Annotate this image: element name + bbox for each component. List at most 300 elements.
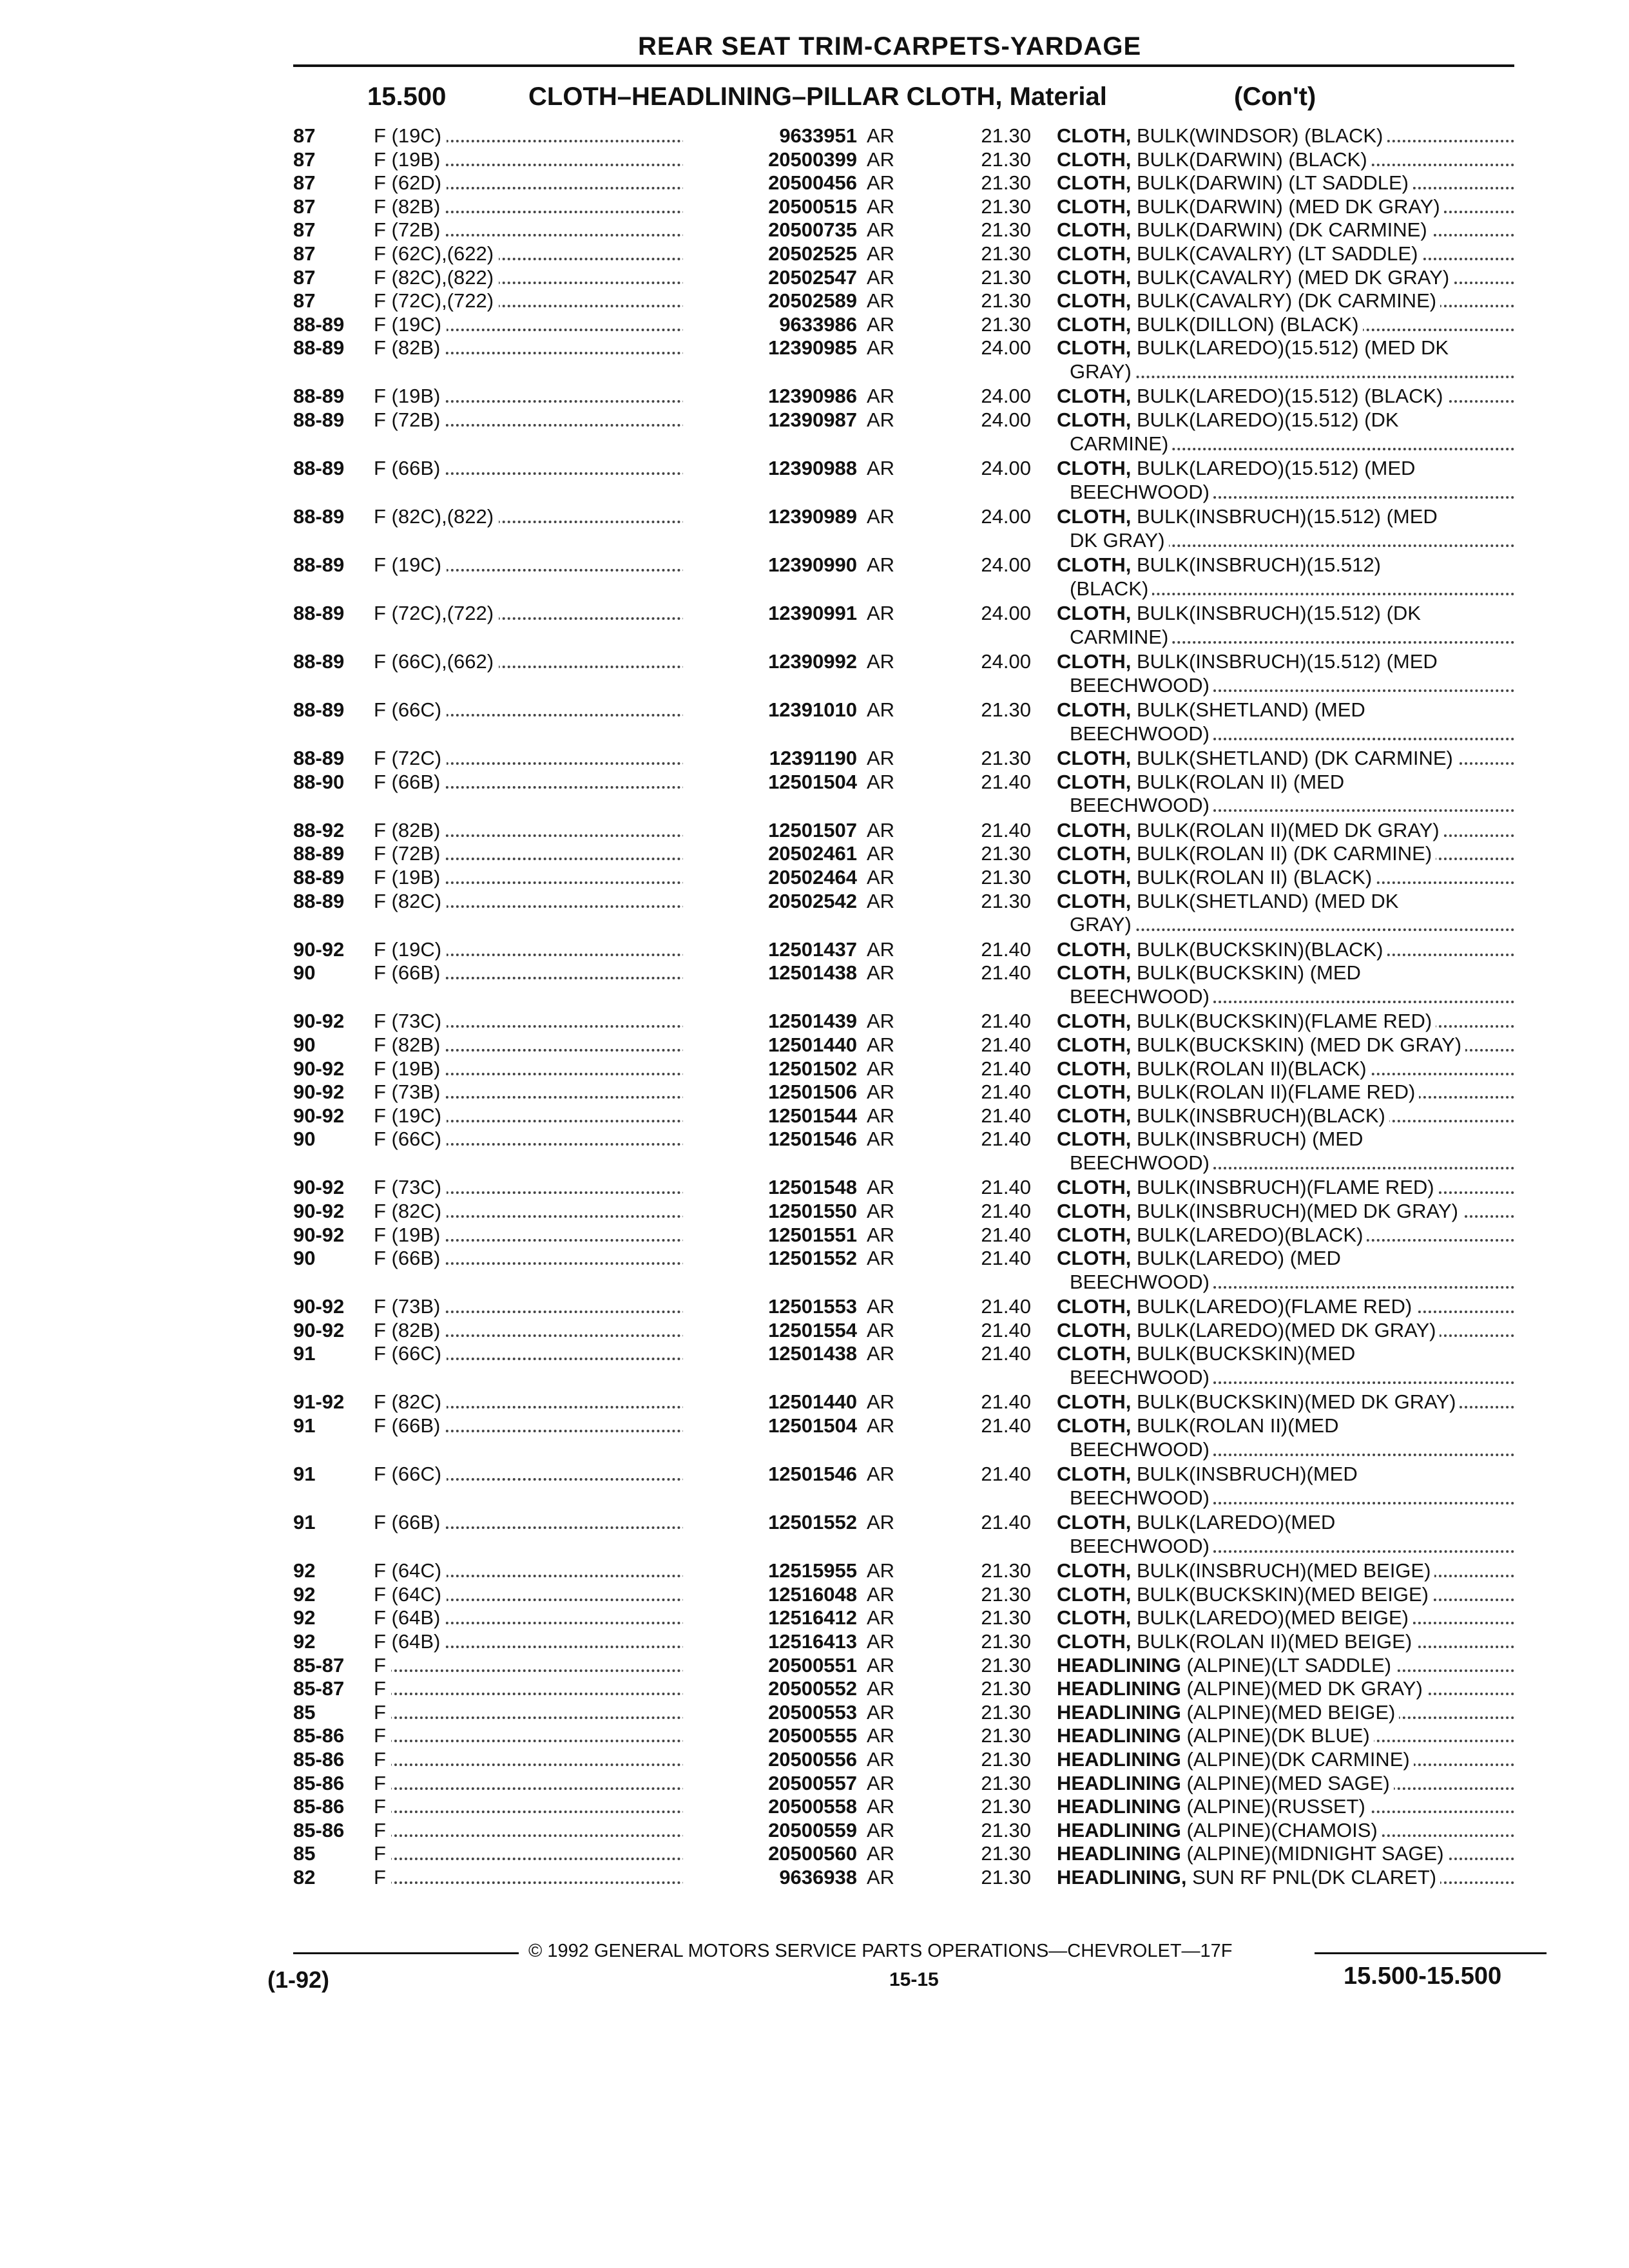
model-year: 85-87	[293, 1653, 345, 1677]
top-divider	[293, 64, 1514, 67]
price: 24.00	[981, 385, 1031, 408]
quantity: AR	[867, 1414, 895, 1437]
part-number: 9633986	[683, 312, 857, 336]
body-code-label: F (66B)	[374, 1511, 445, 1533]
part-number: 12501550	[683, 1199, 857, 1223]
body-code	[374, 746, 722, 770]
description	[1057, 818, 1514, 842]
body-code	[374, 148, 722, 171]
footer-copyright: © 1992 GENERAL MOTORS SERVICE PARTS OPERATIONS—CHEVROLET—17F	[528, 1941, 1233, 1961]
description	[1057, 961, 1514, 985]
body-code-label: F (72C),(722)	[374, 289, 499, 312]
description	[1057, 937, 1514, 961]
body-code-label: F	[374, 1795, 391, 1818]
description-continued	[1070, 985, 1514, 1008]
body-code-label: F (66C)	[374, 698, 447, 721]
description-text: CLOTH, BULK(BUCKSKIN)(MED BEIGE)	[1057, 1583, 1432, 1606]
body-code	[374, 1771, 722, 1795]
quantity: AR	[867, 1463, 895, 1486]
description	[1057, 218, 1514, 242]
quantity: AR	[867, 1318, 895, 1341]
body-code-label: F (19C)	[374, 1104, 447, 1127]
part-number: 12390985	[683, 336, 857, 360]
model-year: 82	[293, 1865, 316, 1888]
part-number: 12501438	[683, 961, 857, 985]
body-code-label: F (64B)	[374, 1606, 445, 1629]
body-code	[374, 961, 722, 985]
model-year: 91-92	[293, 1390, 345, 1414]
quantity: AR	[867, 1559, 895, 1582]
quantity: AR	[867, 289, 895, 312]
body-code	[374, 937, 722, 961]
description-text: CLOTH, BULK(INSBRUCH)(MED BEIGE)	[1057, 1559, 1434, 1582]
quantity: AR	[867, 770, 895, 793]
description	[1057, 195, 1514, 218]
part-number: 20502464	[683, 865, 857, 889]
model-year: 87	[293, 148, 316, 171]
model-year: 90-92	[293, 1295, 345, 1318]
quantity: AR	[867, 1700, 895, 1724]
description-text: HEADLINING (ALPINE)(MED BEIGE)	[1057, 1701, 1399, 1724]
part-number: 20502525	[683, 242, 857, 265]
footer-page-number: 15-15	[889, 1969, 939, 1990]
body-code	[374, 1818, 722, 1842]
part-number: 12390986	[683, 384, 857, 408]
part-number: 12501507	[683, 818, 857, 842]
body-code	[374, 1104, 722, 1128]
description-text: CLOTH, BULK(LAREDO)(BLACK)	[1057, 1224, 1367, 1246]
body-code-label: F (82B)	[374, 1319, 445, 1341]
page-title: REAR SEAT TRIM-CARPETS-YARDAGE	[638, 32, 1142, 61]
price: 21.30	[981, 1724, 1031, 1747]
price: 21.30	[981, 747, 1031, 770]
description-continued-text: BEECHWOOD)	[1070, 674, 1213, 697]
body-code-label: F (64C)	[374, 1559, 447, 1582]
quantity: AR	[867, 1176, 895, 1199]
model-year: 90-92	[293, 937, 345, 961]
part-number: 9633951	[683, 124, 857, 148]
description	[1057, 505, 1514, 528]
body-code	[374, 1318, 722, 1342]
price: 21.40	[981, 937, 1031, 961]
model-year: 88-89	[293, 889, 345, 912]
quantity: AR	[867, 124, 895, 147]
quantity: AR	[867, 842, 895, 865]
model-year: 85-86	[293, 1771, 345, 1794]
part-number: 12390992	[683, 649, 857, 673]
description-continued	[1070, 1270, 1514, 1294]
description-text: HEADLINING (ALPINE)(CHAMOIS)	[1057, 1819, 1382, 1841]
price: 21.30	[981, 1842, 1031, 1865]
part-number: 12516413	[683, 1629, 857, 1653]
description	[1057, 1294, 1514, 1318]
model-year: 90	[293, 961, 316, 985]
price: 21.30	[981, 289, 1031, 312]
description-text: CLOTH, BULK(LAREDO)(15.512) (DK	[1057, 408, 1403, 431]
body-code-label: F (66B)	[374, 457, 445, 479]
model-year: 91	[293, 1463, 316, 1486]
model-year: 90-92	[293, 1104, 345, 1127]
description-text: CLOTH, BULK(BUCKSKIN)(MED	[1057, 1342, 1359, 1365]
part-number: 20500735	[683, 218, 857, 242]
body-code-label: F (66C)	[374, 1463, 447, 1485]
quantity: AR	[867, 698, 895, 722]
quantity: AR	[867, 1081, 895, 1104]
description-text: CLOTH, BULK(INSBRUCH)(15.512)	[1057, 553, 1385, 576]
body-code	[374, 1677, 722, 1700]
price: 21.30	[981, 124, 1031, 147]
body-code-label: F (19C)	[374, 124, 447, 147]
description	[1057, 1199, 1514, 1223]
body-code-label: F (19C)	[374, 553, 447, 576]
description	[1057, 124, 1514, 148]
body-code	[374, 289, 722, 312]
part-number: 12391190	[683, 746, 857, 770]
description	[1057, 336, 1514, 360]
description-text: CLOTH, BULK(ROLAN II)(BLACK)	[1057, 1057, 1371, 1080]
price: 21.30	[981, 1653, 1031, 1677]
description	[1057, 1794, 1514, 1818]
model-year: 85-87	[293, 1677, 345, 1700]
description-continued-text: BEECHWOOD)	[1070, 794, 1213, 816]
price: 21.30	[981, 265, 1031, 289]
description	[1057, 1318, 1514, 1342]
description-continued	[1070, 1151, 1514, 1175]
model-year: 92	[293, 1582, 316, 1606]
body-code	[374, 1582, 722, 1606]
description-text: CLOTH, BULK(LAREDO)(FLAME RED)	[1057, 1295, 1416, 1318]
description-continued-text: GRAY)	[1070, 913, 1135, 936]
part-number: 12501502	[683, 1057, 857, 1081]
description	[1057, 1559, 1514, 1582]
description-continued	[1070, 432, 1514, 456]
description-text: CLOTH, BULK(INSBRUCH)(BLACK)	[1057, 1104, 1389, 1127]
quantity: AR	[867, 505, 895, 528]
model-year: 88-89	[293, 553, 345, 577]
description-text: HEADLINING (ALPINE)(MED DK GRAY)	[1057, 1677, 1427, 1700]
description	[1057, 1747, 1514, 1771]
quantity: AR	[867, 937, 895, 961]
model-year: 87	[293, 265, 316, 289]
description	[1057, 889, 1514, 913]
body-code	[374, 698, 722, 722]
quantity: AR	[867, 1342, 895, 1365]
description	[1057, 171, 1514, 195]
footer-revision: (1-92)	[267, 1966, 330, 1993]
description-continued	[1070, 793, 1514, 817]
body-code	[374, 1341, 722, 1365]
description-text: CLOTH, BULK(BUCKSKIN)(BLACK)	[1057, 938, 1387, 961]
model-year: 92	[293, 1629, 316, 1653]
body-code-label: F (82B)	[374, 819, 445, 841]
part-number: 12390987	[683, 408, 857, 432]
body-code-label: F	[374, 1701, 391, 1724]
body-code	[374, 1009, 722, 1033]
price: 24.00	[981, 602, 1031, 625]
body-code	[374, 1724, 722, 1747]
body-code-label: F (82C)	[374, 890, 447, 912]
model-year: 88-89	[293, 408, 345, 432]
body-code-label: F (64C)	[374, 1583, 447, 1606]
price: 21.30	[981, 1559, 1031, 1582]
price: 21.30	[981, 1677, 1031, 1700]
price: 21.30	[981, 242, 1031, 265]
price: 21.40	[981, 1176, 1031, 1199]
price: 24.00	[981, 505, 1031, 528]
price: 21.40	[981, 1342, 1031, 1365]
model-year: 92	[293, 1606, 316, 1629]
part-number: 12501439	[683, 1009, 857, 1033]
body-code	[374, 1080, 722, 1104]
model-year: 90-92	[293, 1318, 345, 1341]
description-continued-text: (BLACK)	[1070, 577, 1152, 600]
description-text: CLOTH, BULK(LAREDO) (MED	[1057, 1247, 1345, 1269]
part-number: 20500552	[683, 1677, 857, 1700]
body-code-label: F (72B)	[374, 842, 445, 865]
model-year: 85	[293, 1842, 316, 1865]
description-text: CLOTH, BULK(ROLAN II) (DK CARMINE)	[1057, 842, 1436, 865]
price: 21.30	[981, 1606, 1031, 1629]
part-number: 20500555	[683, 1724, 857, 1747]
price: 24.00	[981, 553, 1031, 577]
part-number: 20502542	[683, 889, 857, 913]
quantity: AR	[867, 1057, 895, 1080]
body-code-label: F (72B)	[374, 408, 445, 431]
quantity: AR	[867, 1724, 895, 1747]
body-code	[374, 1127, 722, 1151]
model-year: 90-92	[293, 1010, 345, 1033]
description-text: HEADLINING (ALPINE)(MED SAGE)	[1057, 1772, 1394, 1794]
description-text: CLOTH, BULK(DARWIN) (LT SADDLE)	[1057, 171, 1412, 194]
quantity: AR	[867, 747, 895, 770]
part-number: 12501440	[683, 1033, 857, 1057]
part-number: 20500559	[683, 1818, 857, 1842]
body-code-label: F (19C)	[374, 938, 447, 961]
quantity: AR	[867, 1653, 895, 1677]
description-continued-text: BEECHWOOD)	[1070, 1535, 1213, 1557]
body-code-label: F	[374, 1772, 391, 1794]
body-code	[374, 601, 722, 625]
quantity: AR	[867, 195, 895, 218]
price: 21.40	[981, 1104, 1031, 1127]
body-code	[374, 1841, 722, 1865]
part-number: 20502589	[683, 289, 857, 312]
body-code-label: F (82B)	[374, 1033, 445, 1056]
description	[1057, 1104, 1514, 1128]
part-number: 12501554	[683, 1318, 857, 1342]
part-number: 20502461	[683, 841, 857, 865]
description-continued-text: DK GRAY)	[1070, 529, 1169, 552]
body-code-label: F (19B)	[374, 1057, 445, 1080]
price: 21.30	[981, 218, 1031, 242]
model-year: 88-90	[293, 770, 345, 793]
model-year: 91	[293, 1511, 316, 1534]
description-text: HEADLINING (ALPINE)(DK BLUE)	[1057, 1724, 1374, 1747]
body-code	[374, 1700, 722, 1724]
description	[1057, 1653, 1514, 1677]
model-year: 90	[293, 1033, 316, 1056]
description	[1057, 1510, 1514, 1534]
footer-divider-right	[1315, 1952, 1547, 1954]
part-number: 12390991	[683, 601, 857, 625]
section-number: 15.500	[367, 82, 447, 111]
description-text: CLOTH, BULK(SHETLAND) (MED DK	[1057, 890, 1402, 912]
body-code	[374, 865, 722, 889]
description-text: HEADLINING (ALPINE)(MIDNIGHT SAGE)	[1057, 1842, 1448, 1865]
body-code	[374, 1390, 722, 1414]
description-text: CLOTH, BULK(LAREDO)(MED BEIGE)	[1057, 1606, 1412, 1629]
quantity: AR	[867, 1511, 895, 1534]
part-number: 12501552	[683, 1510, 857, 1534]
quantity: AR	[867, 602, 895, 625]
price: 21.30	[981, 1818, 1031, 1841]
description-continued	[1070, 577, 1514, 601]
model-year: 88-92	[293, 818, 345, 841]
body-code	[374, 1510, 722, 1534]
price: 24.00	[981, 408, 1031, 432]
description-text: CLOTH, BULK(ROLAN II)(FLAME RED)	[1057, 1081, 1419, 1103]
body-code	[374, 1223, 722, 1247]
description	[1057, 1841, 1514, 1865]
description-continued-text: BEECHWOOD)	[1070, 481, 1213, 503]
description-text: CLOTH, BULK(LAREDO)(MED DK GRAY)	[1057, 1319, 1440, 1341]
description-text: CLOTH, BULK(INSBRUCH) (MED	[1057, 1128, 1367, 1150]
quantity: AR	[867, 408, 895, 432]
description-continued	[1070, 528, 1514, 552]
part-number: 20500558	[683, 1794, 857, 1818]
body-code	[374, 505, 722, 528]
part-number: 20500560	[683, 1841, 857, 1865]
description	[1057, 553, 1514, 577]
model-year: 90-92	[293, 1057, 345, 1080]
quantity: AR	[867, 336, 895, 360]
description-text: CLOTH, BULK(ROLAN II) (BLACK)	[1057, 866, 1376, 889]
body-code-label: F (19B)	[374, 148, 445, 171]
quantity: AR	[867, 1818, 895, 1841]
body-code	[374, 1794, 722, 1818]
footer-section-range: 15.500-15.500	[1344, 1963, 1502, 1990]
price: 21.40	[981, 1223, 1031, 1246]
body-code-label: F	[374, 1748, 391, 1771]
body-code	[374, 1294, 722, 1318]
price: 21.40	[981, 1463, 1031, 1486]
description-text: CLOTH, BULK(INSBRUCH)(15.512) (DK	[1057, 602, 1425, 624]
body-code	[374, 1057, 722, 1081]
quantity: AR	[867, 171, 895, 195]
model-year: 88-89	[293, 385, 345, 408]
model-year: 91	[293, 1414, 316, 1437]
section-title: CLOTH–HEADLINING–PILLAR CLOTH, Material	[528, 82, 1107, 111]
part-number: 12501553	[683, 1294, 857, 1318]
description-text: CLOTH, BULK(BUCKSKIN) (MED DK GRAY)	[1057, 1033, 1465, 1056]
description	[1057, 1724, 1514, 1747]
description-continued	[1070, 912, 1514, 936]
body-code-label: F (64B)	[374, 1630, 445, 1653]
quantity: AR	[867, 1223, 895, 1246]
description	[1057, 148, 1514, 171]
description-continued	[1070, 360, 1514, 383]
body-code-label: F (62D)	[374, 171, 447, 194]
description-continued	[1070, 1534, 1514, 1558]
quantity: AR	[867, 242, 895, 265]
description	[1057, 1414, 1514, 1437]
price: 21.30	[981, 1700, 1031, 1724]
quantity: AR	[867, 1033, 895, 1056]
price: 21.30	[981, 866, 1031, 889]
body-code-label: F (82C)	[374, 1200, 447, 1222]
body-code-label: F (19B)	[374, 385, 445, 407]
quantity: AR	[867, 265, 895, 289]
price: 21.30	[981, 1582, 1031, 1606]
quantity: AR	[867, 1606, 895, 1629]
body-code	[374, 818, 722, 842]
part-number: 20500553	[683, 1700, 857, 1724]
price: 21.40	[981, 1128, 1031, 1151]
part-number: 9636938	[683, 1865, 857, 1889]
description-text: CLOTH, BULK(ROLAN II)(MED BEIGE)	[1057, 1630, 1416, 1653]
body-code	[374, 408, 722, 432]
description	[1057, 1223, 1514, 1247]
description-text: CLOTH, BULK(LAREDO)(15.512) (BLACK)	[1057, 385, 1447, 407]
model-year: 92	[293, 1559, 316, 1582]
body-code	[374, 770, 722, 794]
part-number: 12501548	[683, 1175, 857, 1199]
description-text: CLOTH, BULK(ROLAN II) (MED	[1057, 771, 1348, 793]
description-continued	[1070, 1365, 1514, 1389]
body-code	[374, 171, 722, 195]
quantity: AR	[867, 1629, 895, 1653]
quantity: AR	[867, 889, 895, 912]
description	[1057, 312, 1514, 336]
quantity: AR	[867, 1199, 895, 1222]
model-year: 87	[293, 171, 316, 195]
body-code	[374, 124, 722, 148]
description	[1057, 1390, 1514, 1414]
description-text: CLOTH, BULK(INSBRUCH)(15.512) (MED	[1057, 650, 1441, 673]
model-year: 87	[293, 289, 316, 312]
description-text: CLOTH, BULK(INSBRUCH)(MED DK GRAY)	[1057, 1200, 1462, 1222]
description	[1057, 746, 1514, 770]
body-code-label: F (66B)	[374, 961, 445, 984]
description-continued	[1070, 1437, 1514, 1461]
description	[1057, 1629, 1514, 1653]
body-code	[374, 1246, 722, 1270]
model-year: 88-89	[293, 312, 345, 336]
description-text: CLOTH, BULK(LAREDO)(15.512) (MED	[1057, 457, 1419, 479]
body-code-label: F (82C)	[374, 1390, 447, 1413]
price: 21.40	[981, 1247, 1031, 1270]
part-number: 12516412	[683, 1606, 857, 1629]
model-year: 90-92	[293, 1199, 345, 1222]
quantity: AR	[867, 866, 895, 889]
description-text: CLOTH, BULK(INSBRUCH)(FLAME RED)	[1057, 1176, 1438, 1198]
body-code-label: F (66C)	[374, 1342, 447, 1365]
description-continued	[1070, 722, 1514, 745]
description	[1057, 1582, 1514, 1606]
body-code-label: F	[374, 1842, 391, 1865]
body-code	[374, 1462, 722, 1486]
price: 21.40	[981, 1318, 1031, 1341]
description-text: CLOTH, BULK(SHETLAND) (MED	[1057, 698, 1369, 721]
part-number: 12390990	[683, 553, 857, 577]
part-number: 12501437	[683, 937, 857, 961]
body-code	[374, 649, 722, 673]
quantity: AR	[867, 1771, 895, 1794]
description-continued-text: BEECHWOOD)	[1070, 1151, 1213, 1174]
body-code-label: F (82C),(822)	[374, 505, 499, 528]
quantity: AR	[867, 1582, 895, 1606]
body-code	[374, 242, 722, 265]
